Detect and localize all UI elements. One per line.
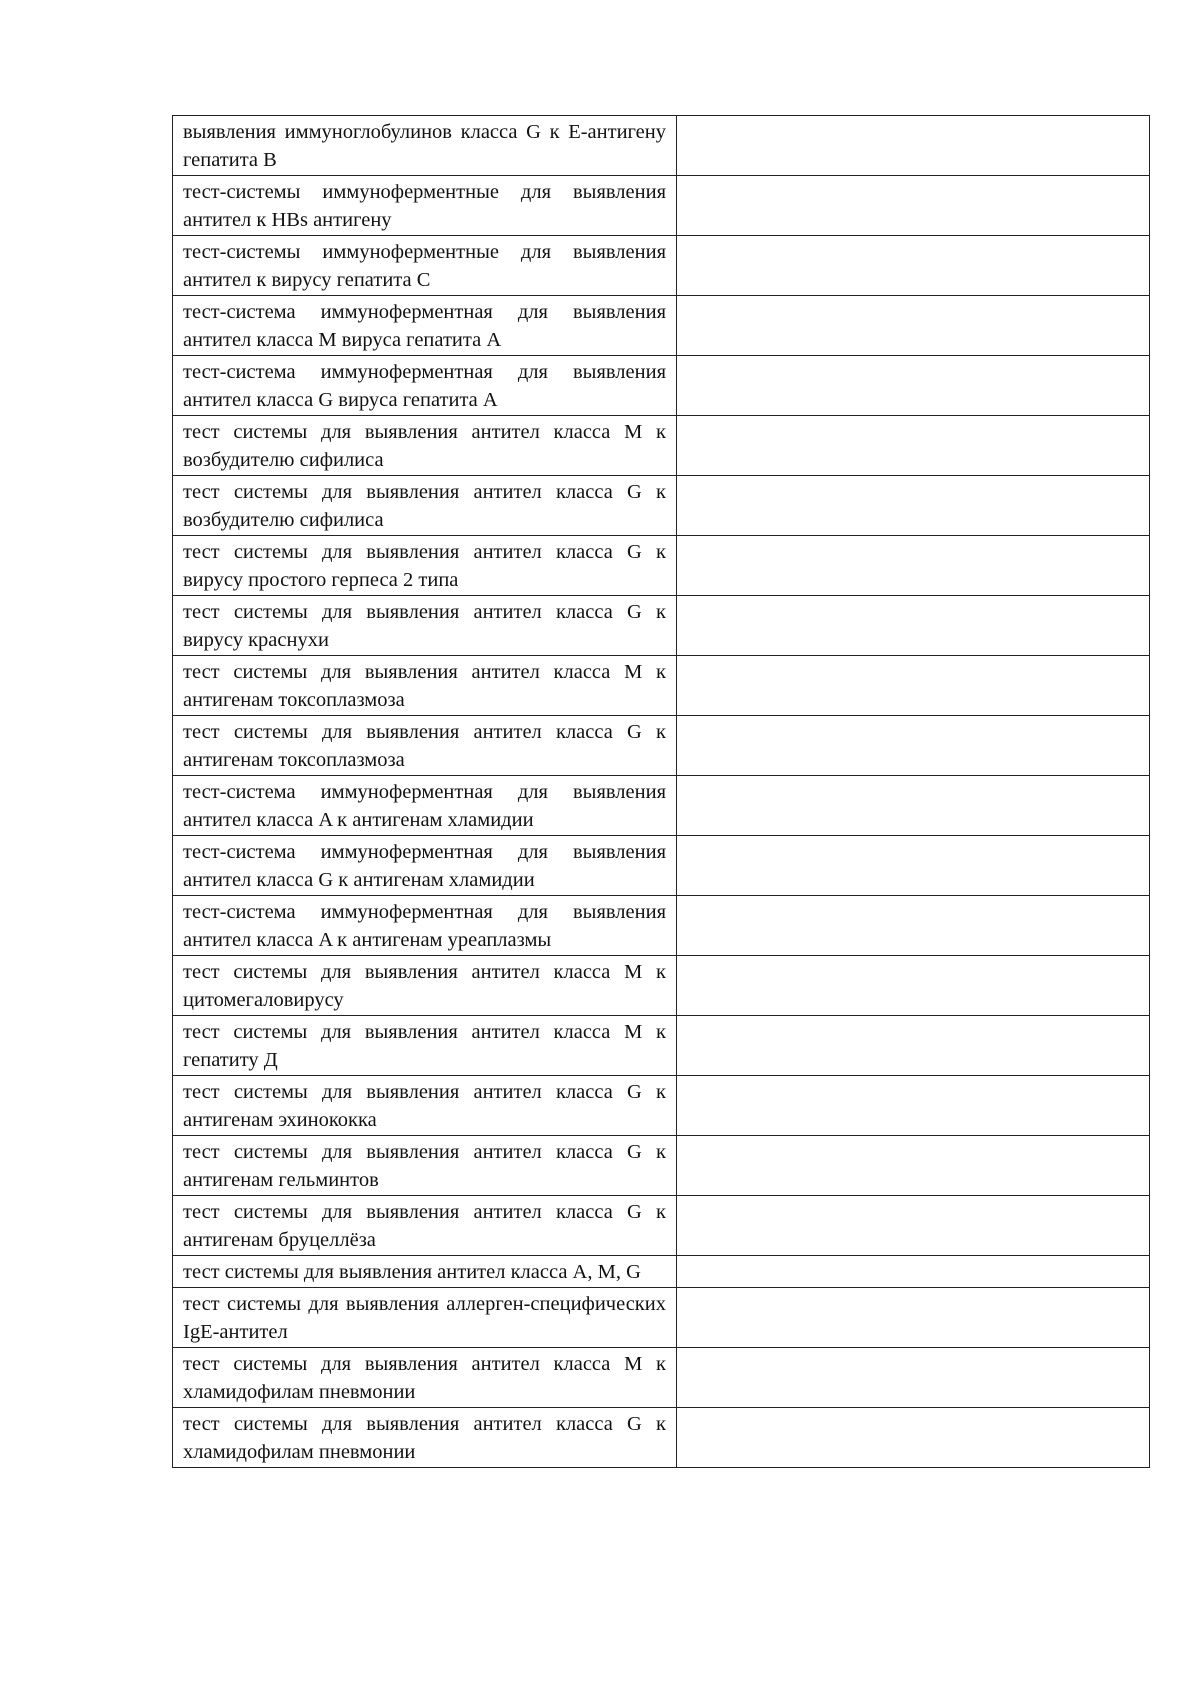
item-name: тест системы для выявления антител класса G к антигенам гельминтов (183, 1141, 666, 1191)
item-value-cell (677, 1288, 1150, 1348)
table-row (173, 956, 1150, 1016)
item-name: тест системы для выявления антител класса G к антигенам бруцеллёза (183, 1201, 666, 1251)
item-name-cell (173, 476, 677, 536)
item-name-cell (173, 536, 677, 596)
item-name-cell (173, 1016, 677, 1076)
table-row (173, 1136, 1150, 1196)
table-row (173, 656, 1150, 716)
item-name: тест-система иммуноферментная для выявления антител класса A к антигенам уреаплазмы (183, 901, 666, 951)
item-name-cell (173, 956, 677, 1016)
item-name-cell (173, 236, 677, 296)
item-name-cell (173, 1136, 677, 1196)
table-row (173, 236, 1150, 296)
item-value-cell (677, 116, 1150, 176)
table-row (173, 536, 1150, 596)
table-row (173, 176, 1150, 236)
item-value-cell (677, 656, 1150, 716)
item-name: тест системы для выявления антител класса M к цитомегаловирусу (183, 961, 666, 1011)
item-name-cell (173, 116, 677, 176)
table-row (173, 716, 1150, 776)
item-value-cell (677, 476, 1150, 536)
item-name: тест системы для выявления антител класса A, M, G (183, 1261, 641, 1283)
item-name: тест-системы иммуноферментные для выявления антител к HBs антигену (183, 181, 666, 231)
item-name: тест-система иммуноферментная для выявления антител класса G к антигенам хламидии (183, 841, 666, 891)
item-name-cell (173, 1076, 677, 1136)
item-value-cell (677, 1136, 1150, 1196)
table-row (173, 1076, 1150, 1136)
item-value-cell (677, 1196, 1150, 1256)
item-value-cell (677, 1256, 1150, 1288)
table-row (173, 1016, 1150, 1076)
item-name: тест-система иммуноферментная для выявления антител класса M вируса гепатита A (183, 301, 666, 351)
item-name: тест системы для выявления антител класса M к хламидофилам пневмонии (183, 1353, 666, 1403)
item-value-cell (677, 1076, 1150, 1136)
item-value-cell (677, 416, 1150, 476)
table-row (173, 296, 1150, 356)
item-name: тест системы для выявления антител класса G к возбудителю сифилиса (183, 481, 666, 531)
item-name-cell (173, 1196, 677, 1256)
item-name-cell (173, 1256, 677, 1288)
item-value-cell (677, 356, 1150, 416)
item-name: тест-система иммуноферментная для выявления антител класса G вируса гепатита A (183, 361, 666, 411)
table-row (173, 416, 1150, 476)
item-name-cell (173, 176, 677, 236)
item-name-cell (173, 356, 677, 416)
item-value-cell (677, 296, 1150, 356)
table-row (173, 836, 1150, 896)
table-row (173, 1408, 1150, 1468)
item-name-cell (173, 1408, 677, 1468)
item-name: тест системы для выявления антител класса M к антигенам токсоплазмоза (183, 661, 666, 711)
items-table (172, 115, 1150, 1468)
item-value-cell (677, 836, 1150, 896)
item-value-cell (677, 896, 1150, 956)
table-row (173, 596, 1150, 656)
items-table-body (173, 116, 1150, 1468)
table-row (173, 1256, 1150, 1288)
item-value-cell (677, 956, 1150, 1016)
table-row (173, 1196, 1150, 1256)
table-row (173, 1288, 1150, 1348)
item-value-cell (677, 716, 1150, 776)
table-row (173, 356, 1150, 416)
table-row (173, 476, 1150, 536)
item-name: тест-система иммуноферментная для выявления антител класса A к антигенам хламидии (183, 781, 666, 831)
item-name-cell (173, 716, 677, 776)
item-name: тест-системы иммуноферментные для выявления антител к вирусу гепатита C (183, 241, 666, 291)
table-row (173, 776, 1150, 836)
item-name-cell (173, 416, 677, 476)
item-value-cell (677, 776, 1150, 836)
item-name: тест системы для выявления антител класса M к гепатиту Д (183, 1021, 666, 1071)
item-name: тест системы для выявления антител класса G к вирусу краснухи (183, 601, 666, 651)
item-name-cell (173, 1288, 677, 1348)
item-name-cell (173, 596, 677, 656)
item-value-cell (677, 596, 1150, 656)
item-name: тест системы для выявления антител класса G к хламидофилам пневмонии (183, 1413, 666, 1463)
item-name: выявления иммуноглобулинов класса G к E-антигену гепатита B (183, 121, 666, 171)
item-name-cell (173, 836, 677, 896)
item-name-cell (173, 776, 677, 836)
item-name: тест системы для выявления антител класса G к вирусу простого герпеса 2 типа (183, 541, 666, 591)
item-value-cell (677, 236, 1150, 296)
item-name: тест системы для выявления аллерген-специфических IgE-антител (183, 1293, 666, 1343)
item-value-cell (677, 1408, 1150, 1468)
item-name: тест системы для выявления антител класса G к антигенам эхинококка (183, 1081, 666, 1131)
item-name: тест системы для выявления антител класса M к возбудителю сифилиса (183, 421, 666, 471)
item-name-cell (173, 896, 677, 956)
item-value-cell (677, 536, 1150, 596)
item-name: тест системы для выявления антител класса G к антигенам токсоплазмоза (183, 721, 666, 771)
table-row (173, 116, 1150, 176)
table-row (173, 896, 1150, 956)
item-value-cell (677, 176, 1150, 236)
item-name-cell (173, 656, 677, 716)
table-row (173, 1348, 1150, 1408)
item-name-cell (173, 296, 677, 356)
item-value-cell (677, 1348, 1150, 1408)
item-value-cell (677, 1016, 1150, 1076)
item-name-cell (173, 1348, 677, 1408)
